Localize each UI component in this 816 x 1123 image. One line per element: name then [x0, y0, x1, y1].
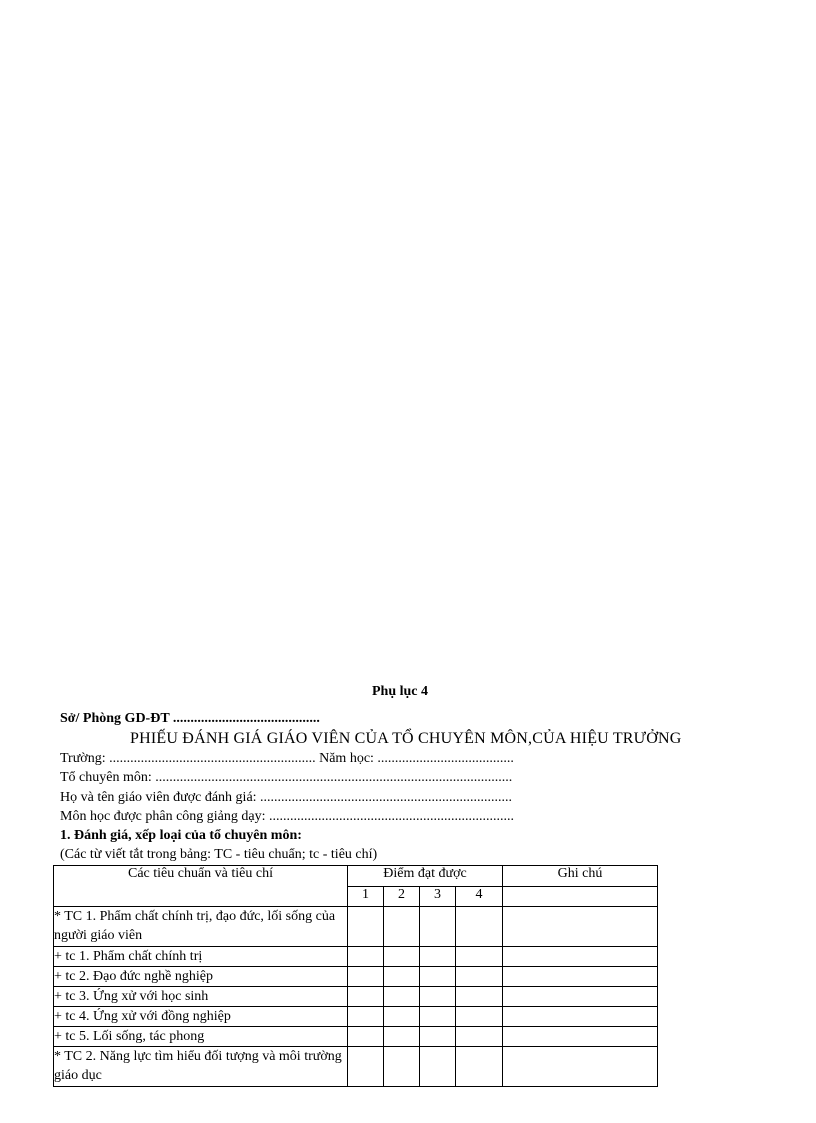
form-title: PHIẾU ĐÁNH GIÁ GIÁO VIÊN CỦA TỔ CHUYÊN MÔN,CỦA HIỆU TRƯỞNG — [130, 730, 682, 747]
score-cell[interactable] — [348, 1027, 384, 1047]
note-subheader-cell — [503, 886, 658, 907]
note-cell[interactable] — [503, 1027, 658, 1047]
score-cell[interactable] — [384, 947, 420, 967]
score-cell[interactable] — [420, 907, 456, 947]
subject-field: Môn học được phân công giảng dạy: ...................................................................... — [60, 809, 515, 824]
score-cell[interactable] — [384, 987, 420, 1007]
criteria-cell: + tc 1. Phẩm chất chính trị — [54, 947, 348, 967]
table-row — [54, 987, 658, 1007]
score-cell[interactable] — [384, 1007, 420, 1027]
score-cell[interactable] — [348, 947, 384, 967]
table-row — [54, 967, 658, 987]
header-score: Điểm đạt được — [348, 866, 503, 887]
school-field: Trường: ........................................................... Năm học: ....................................... — [60, 751, 514, 766]
score-cell[interactable] — [420, 967, 456, 987]
criteria-cell: * TC 1. Phẩm chất chính trị, đạo đức, lối sống của người giáo viên — [54, 907, 348, 947]
score-cell[interactable] — [456, 967, 503, 987]
score-column-3: 3 — [420, 886, 456, 907]
criteria-cell: + tc 2. Đạo đức nghề nghiệp — [54, 967, 348, 987]
abbreviation-note: (Các từ viết tắt trong bảng: TC - tiêu chuẩn; tc - tiêu chí) — [60, 847, 378, 862]
note-cell[interactable] — [503, 907, 658, 947]
department-line: Sở/ Phòng GD-ĐT .......................................... — [60, 711, 320, 726]
score-cell[interactable] — [384, 967, 420, 987]
table-row — [54, 1047, 658, 1087]
note-cell[interactable] — [503, 1047, 658, 1087]
score-cell[interactable] — [384, 1027, 420, 1047]
score-cell[interactable] — [456, 947, 503, 967]
score-cell[interactable] — [384, 1047, 420, 1087]
score-cell[interactable] — [456, 1047, 503, 1087]
score-cell[interactable] — [420, 1047, 456, 1087]
note-cell[interactable] — [503, 967, 658, 987]
score-cell[interactable] — [456, 987, 503, 1007]
table-row — [54, 947, 658, 967]
score-column-4: 4 — [456, 886, 503, 907]
evaluation-table — [53, 865, 658, 1087]
score-cell[interactable] — [420, 1007, 456, 1027]
section-title: 1. Đánh giá, xếp loại của tổ chuyên môn: — [60, 828, 302, 843]
appendix-text: Phụ lục 4 — [371, 684, 428, 699]
score-cell[interactable] — [420, 947, 456, 967]
note-cell[interactable] — [503, 1007, 658, 1027]
criteria-cell: + tc 4. Ứng xử với đồng nghiệp — [54, 1007, 348, 1027]
score-cell[interactable] — [348, 1047, 384, 1087]
table-row — [54, 1007, 658, 1027]
group-field: Tổ chuyên môn: ...................................................................................................... — [60, 770, 513, 785]
score-cell[interactable] — [348, 967, 384, 987]
appendix-label — [0, 684, 816, 700]
score-column-1: 1 — [348, 886, 384, 907]
score-cell[interactable] — [420, 987, 456, 1007]
score-column-2: 2 — [384, 886, 420, 907]
table-row — [54, 1027, 658, 1047]
header-criteria: Các tiêu chuẩn và tiêu chí — [54, 866, 348, 907]
criteria-cell: + tc 3. Ứng xử với học sinh — [54, 987, 348, 1007]
score-cell[interactable] — [384, 907, 420, 947]
teacher-field: Họ và tên giáo viên được đánh giá: ........................................................................ — [60, 790, 513, 805]
header-note: Ghi chú — [503, 866, 658, 887]
criteria-cell: + tc 5. Lối sống, tác phong — [54, 1027, 348, 1047]
score-cell[interactable] — [348, 987, 384, 1007]
score-cell[interactable] — [348, 1007, 384, 1027]
score-cell[interactable] — [456, 1027, 503, 1047]
score-cell[interactable] — [456, 1007, 503, 1027]
criteria-cell: * TC 2. Năng lực tìm hiểu đối tượng và môi trường giáo dục — [54, 1047, 348, 1087]
score-cell[interactable] — [348, 907, 384, 947]
score-cell[interactable] — [456, 907, 503, 947]
table-row — [54, 907, 658, 947]
note-cell[interactable] — [503, 987, 658, 1007]
score-cell[interactable] — [420, 1027, 456, 1047]
note-cell[interactable] — [503, 947, 658, 967]
